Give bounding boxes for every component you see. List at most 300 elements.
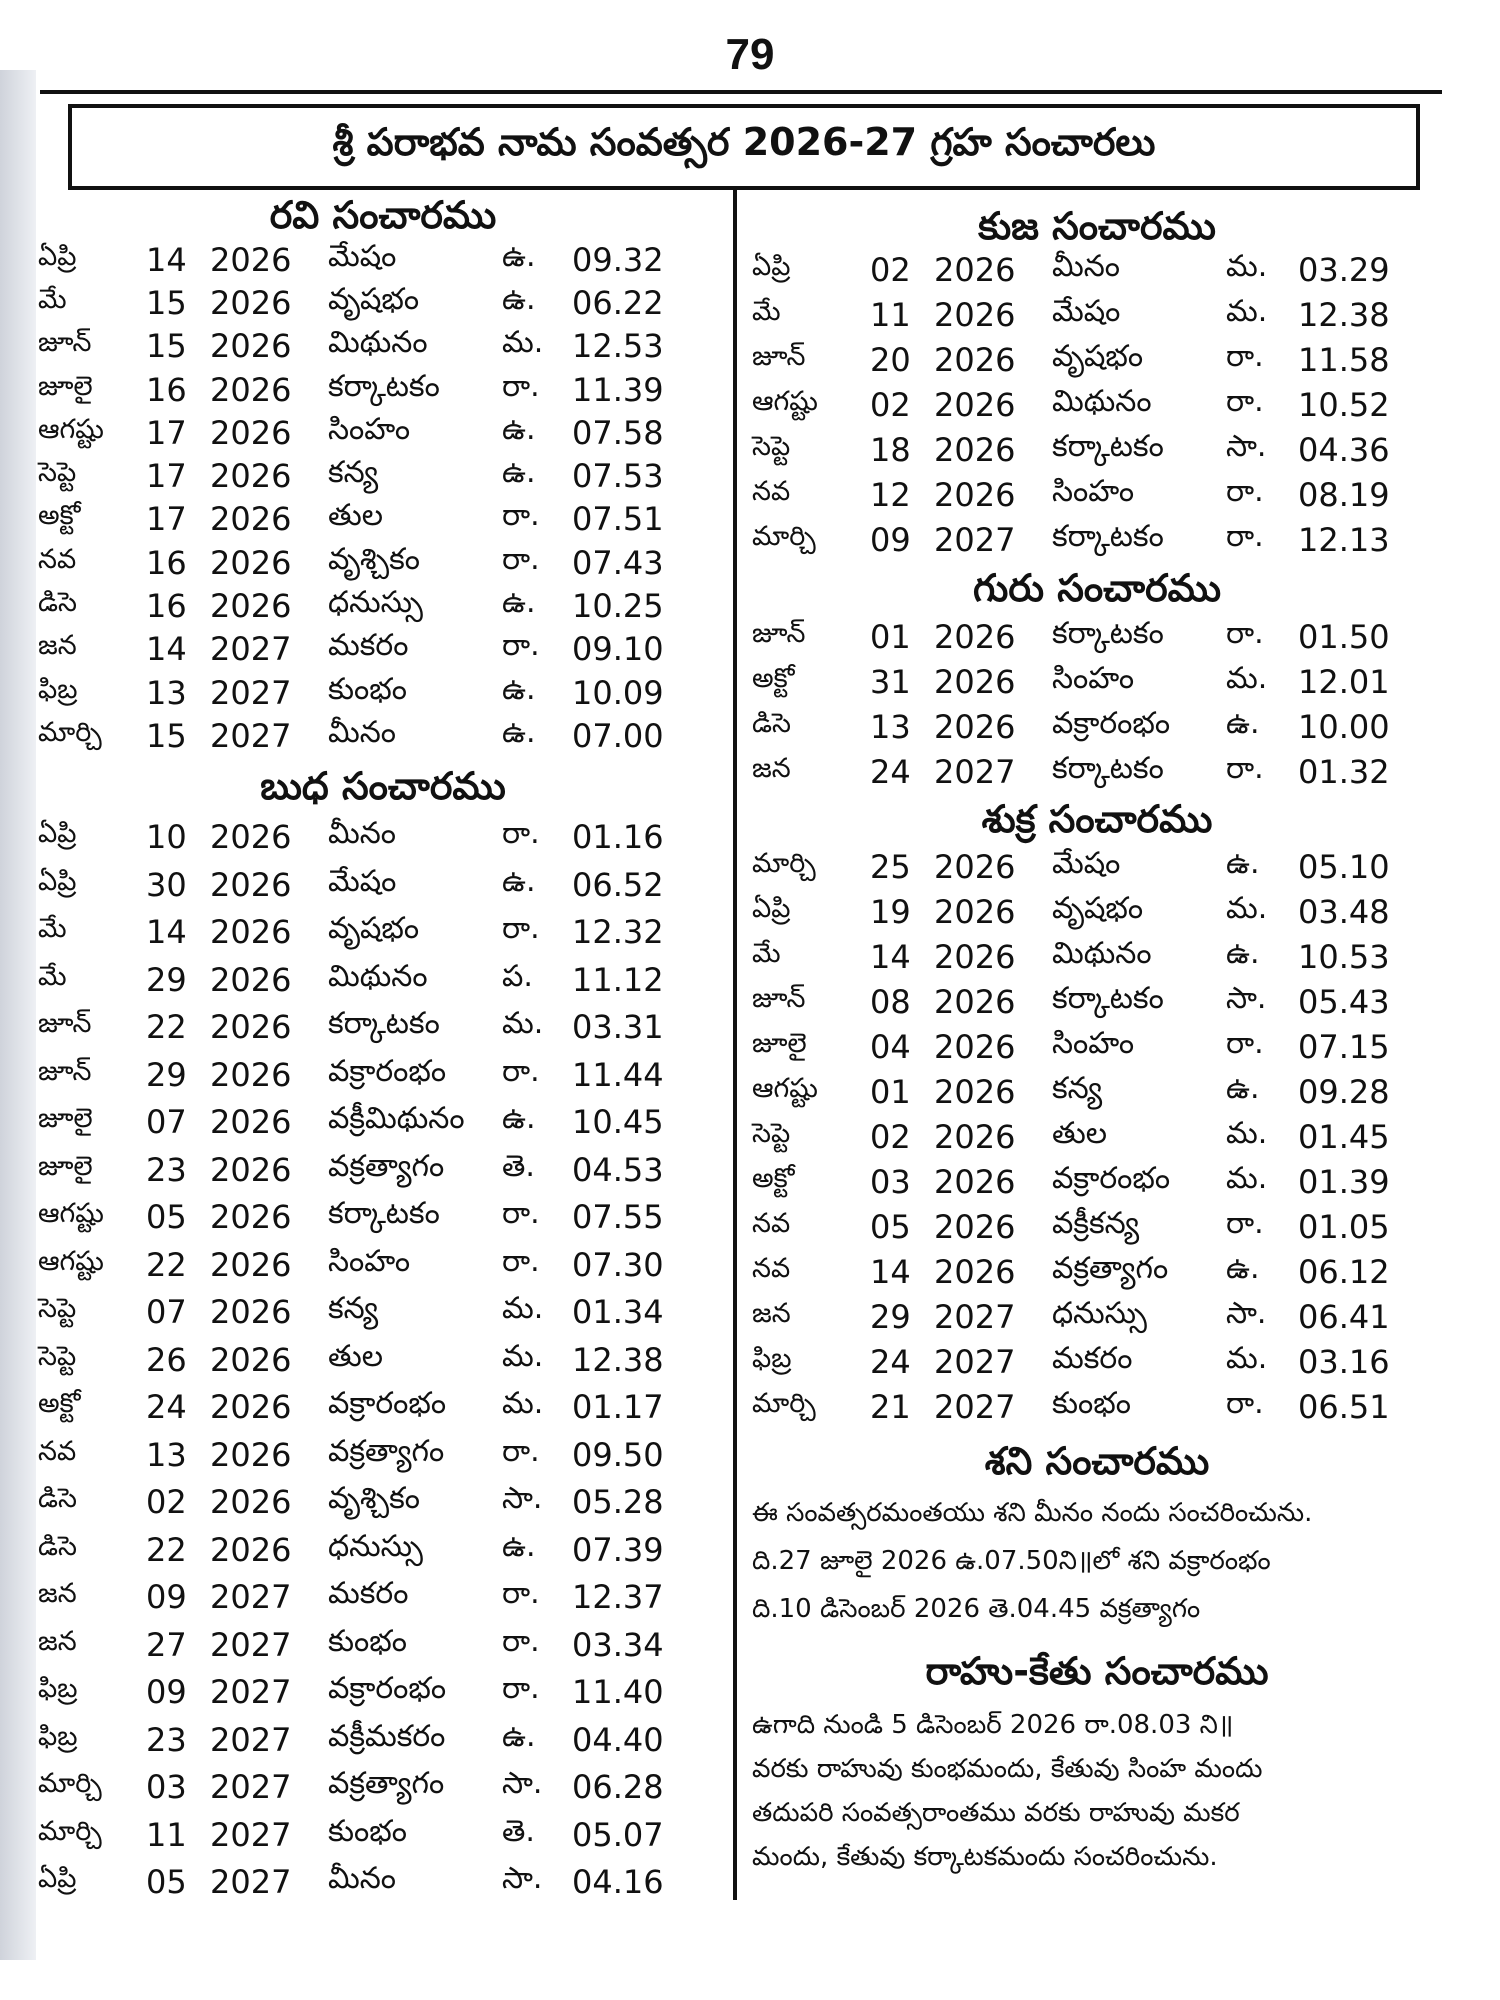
month-cell: మార్చి: [38, 1815, 102, 1847]
budha-heading: బుధ సంచారము: [260, 763, 506, 808]
rahu-ketu-line: వరకు రాహువు కుంభమందు, కేతువు సింహ మందు: [752, 1754, 1263, 1784]
month-cell: ఏప్రి: [38, 1863, 77, 1895]
sign-cell: సింహం: [1052, 473, 1135, 509]
time-cell: 01.17: [572, 1388, 664, 1427]
transit-row: [752, 1339, 1442, 1384]
time-cell: 12.38: [572, 1340, 664, 1379]
time-cell: 03.31: [572, 1008, 664, 1047]
day-cell: 14: [146, 913, 187, 952]
period-cell: ఉ.: [502, 455, 536, 491]
sign-cell: కన్య: [1052, 1070, 1103, 1106]
sign-cell: కన్య: [328, 1291, 379, 1327]
day-cell: 07: [146, 1293, 187, 1332]
month-cell: సెప్టె: [752, 1117, 791, 1149]
period-cell: ప.: [502, 958, 533, 994]
year-cell: 2027: [934, 520, 1016, 559]
month-cell: జన: [752, 1297, 791, 1329]
year-cell: 2026: [210, 327, 292, 366]
year-cell: 2026: [934, 430, 1016, 469]
sign-cell: మేషం: [1052, 293, 1121, 329]
year-cell: 2027: [210, 1578, 292, 1617]
sign-cell: మకరం: [328, 628, 409, 664]
year-cell: 2027: [210, 716, 292, 755]
month-cell: ఆగష్టు: [752, 385, 818, 417]
period-cell: సా.: [502, 1861, 543, 1897]
sign-cell: వక్రత్యాగం: [328, 1433, 445, 1469]
period-cell: రా.: [502, 498, 540, 534]
month-cell: మార్చి: [752, 847, 816, 879]
sign-cell: కర్కాటకం: [328, 1196, 440, 1232]
year-cell: 2026: [210, 1388, 292, 1427]
day-cell: 24: [870, 752, 911, 791]
period-cell: తె.: [502, 1813, 535, 1849]
day-cell: 20: [870, 340, 911, 379]
day-cell: 22: [146, 1008, 187, 1047]
sign-cell: మేషం: [328, 238, 397, 274]
year-cell: 2026: [934, 295, 1016, 334]
time-cell: 06.22: [572, 283, 664, 322]
year-cell: 2026: [210, 1150, 292, 1189]
sign-cell: వక్రీకన్య: [1052, 1205, 1140, 1241]
time-cell: 09.50: [572, 1435, 664, 1474]
day-cell: 02: [870, 250, 911, 289]
day-cell: 18: [870, 430, 911, 469]
month-cell: నవ: [38, 543, 77, 575]
year-cell: 2026: [210, 370, 292, 409]
day-cell: 22: [146, 1245, 187, 1284]
time-cell: 10.52: [1298, 385, 1390, 424]
page-number: 79: [725, 30, 775, 79]
period-cell: రా.: [1226, 518, 1264, 554]
shani-line: ది.27 జూలై 2026 ఉ.07.50ని॥లో శని వక్రారంభం: [752, 1546, 1271, 1576]
sign-cell: కన్య: [328, 455, 379, 491]
period-cell: ఉ.: [1226, 845, 1260, 881]
year-cell: 2026: [934, 1162, 1016, 1201]
month-cell: అక్టో: [752, 662, 795, 694]
month-cell: నవ: [752, 1252, 791, 1284]
year-cell: 2026: [934, 617, 1016, 656]
transit-row: [752, 427, 1442, 472]
month-cell: ఫిబ్ర: [38, 1673, 78, 1705]
shani-heading: శని సంచారము: [984, 1439, 1210, 1483]
month-cell: మార్చి: [38, 716, 102, 748]
time-cell: 09.32: [572, 240, 664, 279]
time-cell: 06.51: [1298, 1387, 1390, 1426]
sign-cell: కుంభం: [328, 1813, 407, 1849]
day-cell: 09: [146, 1673, 187, 1712]
year-cell: 2027: [210, 630, 292, 669]
period-cell: రా.: [1226, 1205, 1264, 1241]
day-cell: 13: [870, 707, 911, 746]
month-cell: అక్టో: [38, 500, 81, 532]
period-cell: ఉ.: [502, 1101, 536, 1137]
day-cell: 31: [870, 662, 911, 701]
year-cell: 2026: [934, 662, 1016, 701]
rahu-ketu-line: తదుపరి సంవత్సరాంతము వరకు రాహువు మకర: [752, 1798, 1240, 1828]
sign-cell: వృశ్చికం: [328, 1481, 420, 1517]
month-cell: సెప్టె: [38, 1293, 77, 1325]
transit-row: [38, 1716, 728, 1764]
period-cell: మ.: [1226, 248, 1268, 284]
year-cell: 2026: [210, 587, 292, 626]
month-cell: మే: [752, 937, 781, 969]
month-cell: మార్చి: [752, 1387, 816, 1419]
transit-row: [38, 1099, 728, 1147]
sign-cell: మిథునం: [1052, 383, 1152, 419]
day-cell: 23: [146, 1150, 187, 1189]
period-cell: ఉ.: [1226, 935, 1260, 971]
guru-table: [752, 614, 1442, 794]
month-cell: జూన్: [752, 982, 806, 1014]
day-cell: 11: [146, 1815, 187, 1854]
period-cell: మ.: [1226, 660, 1268, 696]
sign-cell: సింహం: [1052, 1025, 1135, 1061]
day-cell: 10: [146, 818, 187, 857]
day-cell: 17: [146, 413, 187, 452]
day-cell: 09: [146, 1578, 187, 1617]
transit-row: [38, 861, 728, 909]
sign-cell: మీనం: [328, 1861, 397, 1897]
month-cell: జూన్: [752, 340, 806, 372]
transit-row: [752, 382, 1442, 427]
transit-row: [38, 584, 728, 627]
day-cell: 29: [146, 1055, 187, 1094]
year-cell: 2027: [934, 1297, 1016, 1336]
day-cell: 01: [870, 1072, 911, 1111]
period-cell: రా.: [502, 628, 540, 664]
sign-cell: కర్కాటకం: [328, 1006, 440, 1042]
day-cell: 17: [146, 500, 187, 539]
period-cell: రా.: [1226, 338, 1264, 374]
sign-cell: మేషం: [1052, 845, 1121, 881]
time-cell: 04.36: [1298, 430, 1390, 469]
kuja-heading: కుజ సంచారము: [978, 204, 1216, 248]
period-cell: మ.: [1226, 1160, 1268, 1196]
sign-cell: ధనుస్సు: [328, 585, 423, 621]
sign-cell: కర్కాటకం: [328, 368, 440, 404]
day-cell: 12: [870, 475, 911, 514]
day-cell: 14: [870, 1252, 911, 1291]
day-cell: 29: [870, 1297, 911, 1336]
period-cell: రా.: [502, 368, 540, 404]
period-cell: రా.: [502, 1243, 540, 1279]
year-cell: 2026: [210, 1340, 292, 1379]
transit-row: [38, 628, 728, 671]
time-cell: 12.32: [572, 913, 664, 952]
transit-row: [38, 714, 728, 757]
transit-row: [752, 934, 1442, 979]
rahu-ketu-line: ఉగాది నుండి 5 డిసెంబర్ 2026 రా.08.03 ని॥: [752, 1710, 1234, 1740]
sign-cell: వక్రత్యాగం: [328, 1766, 445, 1802]
guru-heading: గురు సంచారము: [973, 566, 1221, 610]
column-divider: [733, 190, 737, 1900]
transit-row: [38, 1811, 728, 1859]
transit-row: [38, 956, 728, 1004]
day-cell: 07: [146, 1103, 187, 1142]
month-cell: ఏప్రి: [38, 865, 77, 897]
year-cell: 2026: [210, 1008, 292, 1047]
top-rule: [40, 90, 1442, 94]
transit-row: [752, 979, 1442, 1024]
period-cell: రా.: [1226, 1385, 1264, 1421]
sign-cell: కర్కాటకం: [1052, 428, 1164, 464]
period-cell: రా.: [1226, 473, 1264, 509]
transit-row: [38, 325, 728, 368]
sign-cell: ధనుస్సు: [328, 1528, 423, 1564]
month-cell: జూలై: [38, 1103, 93, 1135]
period-cell: మ.: [1226, 1115, 1268, 1151]
transit-row: [38, 671, 728, 714]
year-cell: 2026: [210, 865, 292, 904]
day-cell: 27: [146, 1625, 187, 1664]
time-cell: 03.29: [1298, 250, 1390, 289]
transit-row: [38, 368, 728, 411]
day-cell: 15: [146, 716, 187, 755]
time-cell: 01.39: [1298, 1162, 1390, 1201]
sign-cell: వక్రారంభం: [1052, 705, 1171, 741]
period-cell: రా.: [1226, 383, 1264, 419]
period-cell: సా.: [1226, 428, 1267, 464]
year-cell: 2027: [210, 1768, 292, 1807]
shukra-table: [752, 844, 1442, 1429]
sign-cell: కర్కాటకం: [1052, 980, 1164, 1016]
transit-row: [38, 814, 728, 862]
day-cell: 04: [870, 1027, 911, 1066]
month-cell: ఆగష్టు: [752, 1072, 818, 1104]
month-cell: మే: [752, 295, 781, 327]
time-cell: 03.34: [572, 1625, 664, 1664]
period-cell: మ.: [1226, 890, 1268, 926]
time-cell: 10.09: [572, 673, 664, 712]
time-cell: 07.00: [572, 716, 664, 755]
period-cell: ఉ.: [1226, 1250, 1260, 1286]
time-cell: 04.40: [572, 1720, 664, 1759]
year-cell: 2026: [210, 818, 292, 857]
year-cell: 2026: [210, 913, 292, 952]
period-cell: ఉ.: [502, 1528, 536, 1564]
transit-row: [38, 1479, 728, 1527]
time-cell: 06.41: [1298, 1297, 1390, 1336]
time-cell: 05.43: [1298, 982, 1390, 1021]
sign-cell: వక్రారంభం: [1052, 1160, 1171, 1196]
month-cell: డిసె: [38, 1530, 77, 1562]
time-cell: 05.10: [1298, 847, 1390, 886]
month-cell: మే: [38, 960, 67, 992]
year-cell: 2026: [934, 847, 1016, 886]
period-cell: ఉ.: [502, 714, 536, 750]
time-cell: 10.00: [1298, 707, 1390, 746]
month-cell: ఏప్రి: [752, 250, 791, 282]
transit-row: [38, 1526, 728, 1574]
transit-row: [38, 1051, 728, 1099]
transit-row: [38, 1146, 728, 1194]
year-cell: 2027: [934, 752, 1016, 791]
month-cell: జన: [38, 630, 77, 662]
year-cell: 2026: [210, 240, 292, 279]
month-cell: మే: [38, 913, 67, 945]
time-cell: 11.58: [1298, 340, 1390, 379]
transit-row: [752, 659, 1442, 704]
month-cell: ఏప్రి: [38, 818, 77, 850]
transit-row: [38, 281, 728, 324]
year-cell: 2027: [210, 1863, 292, 1902]
time-cell: 07.53: [572, 457, 664, 496]
sign-cell: సింహం: [1052, 660, 1135, 696]
period-cell: సా.: [1226, 1295, 1267, 1331]
transit-row: [752, 1249, 1442, 1294]
kuja-table: [752, 247, 1442, 562]
period-cell: రా.: [502, 1576, 540, 1612]
year-cell: 2026: [210, 1103, 292, 1142]
period-cell: మ.: [1226, 1340, 1268, 1376]
year-cell: 2026: [934, 1072, 1016, 1111]
month-cell: జూన్: [38, 1008, 92, 1040]
day-cell: 14: [146, 630, 187, 669]
time-cell: 05.07: [572, 1815, 664, 1854]
time-cell: 03.48: [1298, 892, 1390, 931]
month-cell: డిసె: [38, 1483, 77, 1515]
day-cell: 13: [146, 1435, 187, 1474]
year-cell: 2027: [210, 1815, 292, 1854]
month-cell: సెప్టె: [38, 1340, 77, 1372]
month-cell: మార్చి: [752, 520, 816, 552]
year-cell: 2026: [210, 283, 292, 322]
period-cell: రా.: [502, 541, 540, 577]
year-cell: 2026: [210, 543, 292, 582]
transit-row: [752, 472, 1442, 517]
day-cell: 01: [870, 617, 911, 656]
month-cell: జన: [752, 752, 791, 784]
month-cell: జన: [38, 1578, 77, 1610]
transit-row: [38, 909, 728, 957]
period-cell: ఉ.: [502, 671, 536, 707]
transit-row: [752, 517, 1442, 562]
month-cell: నవ: [38, 1435, 77, 1467]
day-cell: 30: [146, 865, 187, 904]
period-cell: సా.: [502, 1766, 543, 1802]
year-cell: 2026: [210, 500, 292, 539]
sign-cell: కుంభం: [1052, 1385, 1131, 1421]
rahu-ketu-line: మందు, కేతువు కర్కాటకమందు సంచరించును.: [752, 1842, 1218, 1872]
month-cell: ఫిబ్ర: [38, 1720, 78, 1752]
time-cell: 12.01: [1298, 662, 1390, 701]
day-cell: 13: [146, 673, 187, 712]
transit-row: [752, 1024, 1442, 1069]
transit-row: [752, 704, 1442, 749]
transit-row: [752, 1204, 1442, 1249]
day-cell: 15: [146, 283, 187, 322]
day-cell: 21: [870, 1387, 911, 1426]
month-cell: ఆగష్టు: [38, 413, 104, 445]
transit-row: [752, 749, 1442, 794]
year-cell: 2026: [934, 1207, 1016, 1246]
sign-cell: వృశ్చికం: [328, 541, 420, 577]
transit-row: [38, 1764, 728, 1812]
period-cell: ఉ.: [502, 1718, 536, 1754]
year-cell: 2026: [934, 1027, 1016, 1066]
month-cell: డిసె: [38, 587, 77, 619]
transit-row: [752, 1384, 1442, 1429]
time-cell: 01.32: [1298, 752, 1390, 791]
year-cell: 2026: [210, 960, 292, 999]
right-column: [752, 205, 1442, 1879]
year-cell: 2026: [934, 707, 1016, 746]
day-cell: 11: [870, 295, 911, 334]
period-cell: తె.: [502, 1148, 535, 1184]
day-cell: 23: [146, 1720, 187, 1759]
transit-row: [752, 1159, 1442, 1204]
period-cell: మ.: [502, 1291, 544, 1327]
sign-cell: మిథునం: [328, 958, 428, 994]
shani-text: [752, 1489, 1442, 1633]
year-cell: 2026: [210, 413, 292, 452]
month-cell: ఏప్రి: [752, 892, 791, 924]
left-column: [38, 192, 728, 1906]
transit-row: [38, 1859, 728, 1907]
time-cell: 12.38: [1298, 295, 1390, 334]
time-cell: 12.13: [1298, 520, 1390, 559]
sign-cell: సింహం: [328, 1243, 411, 1279]
day-cell: 02: [870, 1117, 911, 1156]
transit-row: [38, 498, 728, 541]
transit-row: [38, 1004, 728, 1052]
sign-cell: వృషభం: [328, 911, 420, 947]
sign-cell: తుల: [328, 498, 383, 534]
time-cell: 11.39: [572, 370, 664, 409]
time-cell: 07.30: [572, 1245, 664, 1284]
sign-cell: వక్రీమిథునం: [328, 1101, 465, 1137]
sign-cell: తుల: [328, 1338, 383, 1374]
period-cell: రా.: [502, 1053, 540, 1089]
year-cell: 2026: [210, 1483, 292, 1522]
period-cell: మ.: [1226, 293, 1268, 329]
year-cell: 2027: [934, 1342, 1016, 1381]
budha-table: [38, 814, 728, 1907]
day-cell: 19: [870, 892, 911, 931]
time-cell: 12.53: [572, 327, 664, 366]
sign-cell: వృషభం: [1052, 890, 1144, 926]
day-cell: 14: [870, 937, 911, 976]
transit-row: [38, 1194, 728, 1242]
year-cell: 2026: [210, 1293, 292, 1332]
year-cell: 2026: [934, 892, 1016, 931]
month-cell: ఏప్రి: [38, 240, 77, 272]
period-cell: మ.: [502, 1006, 544, 1042]
time-cell: 10.25: [572, 587, 664, 626]
month-cell: జూన్: [38, 327, 92, 359]
time-cell: 04.53: [572, 1150, 664, 1189]
period-cell: మ.: [502, 1386, 544, 1422]
day-cell: 29: [146, 960, 187, 999]
period-cell: సా.: [1226, 980, 1267, 1016]
time-cell: 10.53: [1298, 937, 1390, 976]
year-cell: 2027: [210, 1625, 292, 1664]
sign-cell: వక్రత్యాగం: [1052, 1250, 1169, 1286]
transit-row: [752, 337, 1442, 382]
day-cell: 05: [146, 1198, 187, 1237]
transit-row: [38, 454, 728, 497]
time-cell: 04.16: [572, 1863, 664, 1902]
period-cell: ఉ.: [502, 238, 536, 274]
period-cell: రా.: [502, 1623, 540, 1659]
month-cell: జూన్: [38, 1055, 92, 1087]
transit-row: [38, 1431, 728, 1479]
month-cell: జన: [38, 1625, 77, 1657]
period-cell: ఉ.: [502, 863, 536, 899]
sign-cell: వక్రత్యాగం: [328, 1148, 445, 1184]
time-cell: 07.55: [572, 1198, 664, 1237]
time-cell: 07.58: [572, 413, 664, 452]
